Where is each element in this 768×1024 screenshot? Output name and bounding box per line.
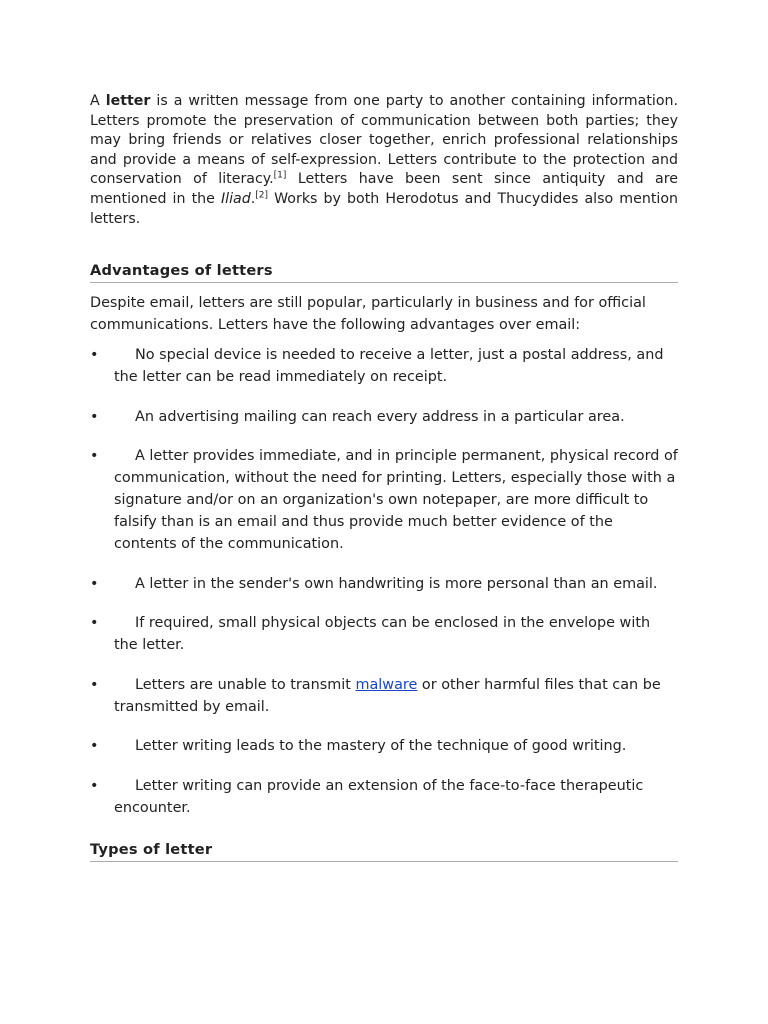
list-item bbox=[90, 445, 678, 555]
list-item-text: Letter writing can provide an extension of the face-to-face therapeutic encounter. bbox=[114, 777, 644, 816]
list-item bbox=[90, 775, 678, 819]
bullet-icon: • bbox=[90, 738, 99, 755]
list-item bbox=[90, 344, 678, 388]
list-item bbox=[90, 735, 678, 757]
bullet-icon: • bbox=[90, 777, 99, 794]
bullet-icon: • bbox=[90, 347, 99, 364]
advantages-heading: Advantages of letters bbox=[90, 262, 678, 283]
bullet-icon: • bbox=[90, 408, 99, 425]
list-item bbox=[90, 674, 678, 718]
list-item-text-after-link: or other harmful files that can be transmitted by email. bbox=[114, 676, 661, 715]
list-item-text: If required, small physical objects can be enclosed in the envelope with the letter. bbox=[114, 615, 651, 654]
list-item bbox=[90, 406, 678, 428]
list-item-text: Letter writing leads to the mastery of the technique of good writing. bbox=[135, 738, 627, 755]
advantages-lead: Despite email, letters are still popular, particularly in business and for official communications. Letters have the following advantages over email: bbox=[90, 295, 646, 334]
intro-start: A bbox=[90, 93, 106, 109]
advantages-list bbox=[90, 344, 678, 819]
malware-link[interactable]: malware bbox=[355, 676, 418, 693]
reference-1[interactable]: [1] bbox=[273, 170, 287, 181]
bullet-icon: • bbox=[90, 575, 99, 592]
italic-term-iliad: Iliad bbox=[220, 190, 251, 207]
list-item-text: A letter provides immediate, and in principle permanent, physical record of communication, without the need for printing. Letters, especially those with a signature and/or on an organization's own notepaper, are more difficult to falsify than is an email and thus provide much better evidence of the contents of the communication. bbox=[114, 448, 678, 553]
intro-paragraph bbox=[90, 92, 678, 229]
bold-term-letter: letter bbox=[105, 93, 151, 109]
list-item-text: A letter in the sender's own handwriting is more personal than an email. bbox=[135, 575, 658, 592]
list-item bbox=[90, 612, 678, 656]
list-item-text-before-link: Letters are unable to transmit bbox=[135, 676, 356, 693]
intro-period: . bbox=[250, 190, 256, 207]
bullet-icon: • bbox=[90, 448, 99, 465]
types-heading: Types of letter bbox=[90, 841, 678, 862]
bullet-icon: • bbox=[90, 615, 99, 632]
intro-text-1: is a written message from one party to another containing information. Letters promote the preservation of communication between both parties; they may bring friends or relatives closer together, enrich professional relationships and provide a means of self-expression. Letters contribute to the protection and conservation of literacy. bbox=[90, 93, 679, 188]
list-item-text: No special device is needed to receive a letter, just a postal address, and the letter can be read immediately on receipt. bbox=[114, 347, 664, 386]
intro-text-2: Letters have been sent since antiquity and are mentioned in the bbox=[90, 171, 678, 207]
intro-text-3: Works by both Herodotus and Thucydides also mention letters. bbox=[90, 190, 679, 227]
list-item-text: An advertising mailing can reach every address in a particular area. bbox=[135, 408, 625, 425]
document-content bbox=[90, 92, 678, 862]
list-item bbox=[90, 573, 678, 595]
reference-2[interactable]: [2] bbox=[255, 190, 269, 201]
bullet-icon: • bbox=[90, 676, 99, 693]
